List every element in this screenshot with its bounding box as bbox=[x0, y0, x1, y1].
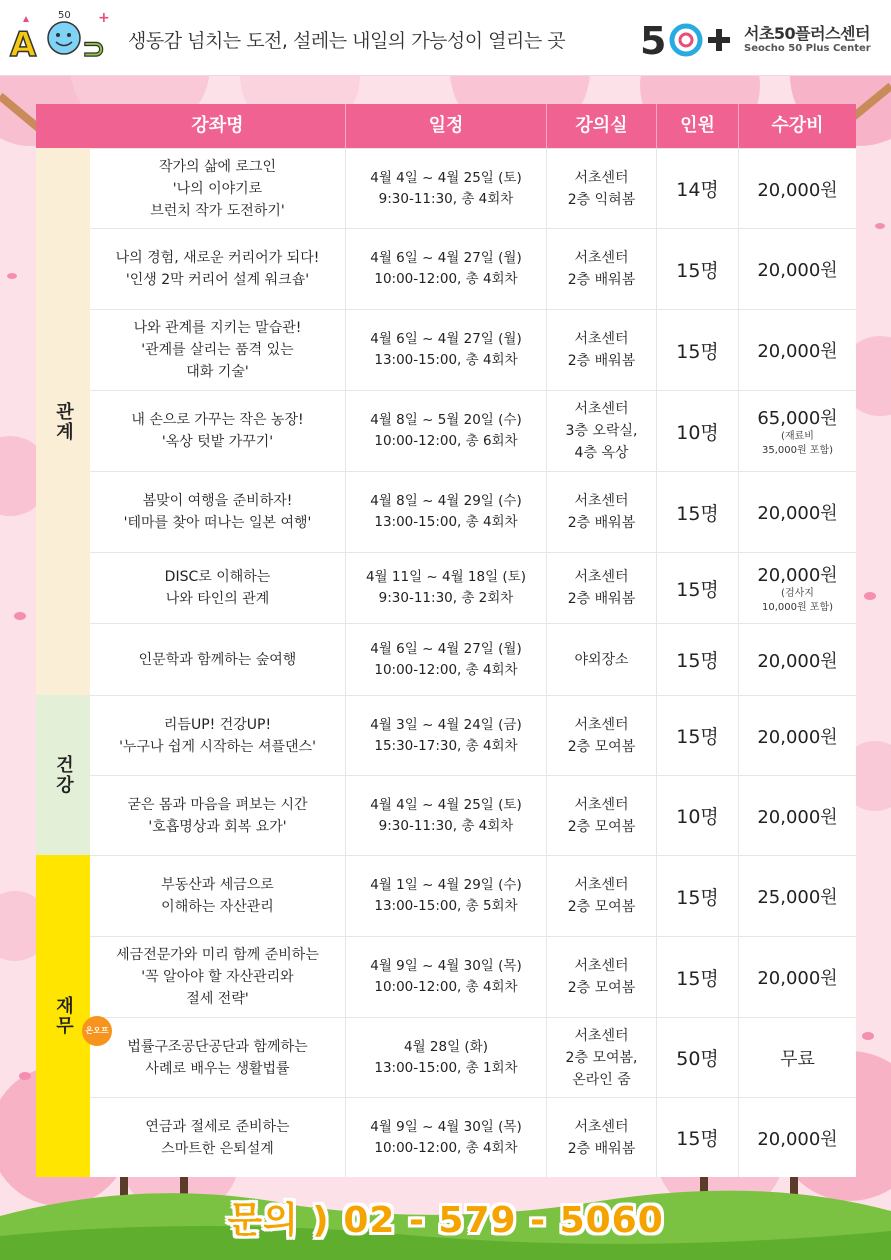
fee-cell bbox=[738, 696, 856, 775]
fee-cell bbox=[738, 553, 856, 623]
classroom-line: 서초센터 bbox=[574, 1027, 629, 1044]
classroom-line: 서초센터 bbox=[574, 331, 629, 347]
fee-cell bbox=[738, 149, 856, 228]
classroom-line: 서초센터 bbox=[574, 958, 629, 974]
fee-cell bbox=[738, 776, 856, 855]
capacity-cell: 15명 bbox=[656, 696, 738, 775]
course-name-line: 법률구조공단공단과 함께하는 bbox=[127, 1038, 308, 1055]
classroom-cell bbox=[546, 937, 656, 1017]
classroom-line: 2층 모여봄 bbox=[567, 818, 636, 835]
fee-amount: 20,000원 bbox=[757, 503, 838, 524]
classroom-line: 2층 모여봄 bbox=[567, 738, 636, 755]
fee-cell bbox=[738, 624, 856, 695]
table-row bbox=[90, 936, 856, 1017]
table-row bbox=[90, 775, 856, 855]
course-name-cell bbox=[90, 856, 345, 936]
capacity-cell: 15명 bbox=[656, 937, 738, 1017]
fee-cell bbox=[738, 229, 856, 309]
capacity-cell: 15명 bbox=[656, 1098, 738, 1177]
course-name-line: '호흡명상과 회복 요가' bbox=[148, 818, 287, 835]
classroom-line: 2층 모여봄 bbox=[567, 980, 636, 996]
course-name-cell bbox=[90, 1018, 345, 1097]
fee-amount: 65,000원 bbox=[757, 408, 838, 429]
schedule-line: 13:00-15:00, 총 4회차 bbox=[374, 514, 518, 530]
schedule-cell bbox=[345, 856, 546, 936]
fee-cell bbox=[738, 472, 856, 552]
course-name-line: 봄맞이 여행을 준비하자! bbox=[142, 493, 293, 509]
header-classroom: 강의실 bbox=[546, 104, 656, 148]
course-name-line: 작가의 삶에 로그인 bbox=[158, 158, 277, 175]
course-table bbox=[36, 104, 856, 1177]
schedule-cell bbox=[345, 1098, 546, 1177]
course-name-line: 대화 기술' bbox=[186, 364, 249, 380]
classroom-line: 서초센터 bbox=[574, 877, 629, 893]
fee-cell bbox=[738, 310, 856, 390]
course-name-cell bbox=[90, 149, 345, 228]
table-row bbox=[90, 471, 856, 552]
center-name: 서초50플러스센터 bbox=[744, 24, 870, 43]
schedule-line: 10:00-12:00, 총 4회차 bbox=[374, 1139, 518, 1156]
schedule-line: 9:30-11:30, 총 4회차 bbox=[378, 190, 514, 207]
contact-phone bbox=[0, 1192, 891, 1243]
category-finance bbox=[36, 855, 90, 1177]
classroom-line: 서초센터 bbox=[574, 796, 629, 813]
fee-amount: 25,000원 bbox=[757, 887, 838, 908]
fee-amount: 20,000원 bbox=[757, 179, 838, 201]
svg-text:⊃: ⊃ bbox=[82, 32, 106, 65]
schedule-cell bbox=[345, 472, 546, 552]
classroom-line: 3층 오락실, bbox=[565, 423, 638, 439]
fee-amount: 20,000원 bbox=[757, 650, 838, 672]
classroom-line: 야외장소 bbox=[574, 651, 629, 668]
fee-note: (검사지 bbox=[781, 588, 814, 599]
classroom-line: 2층 익혀봄 bbox=[567, 191, 636, 208]
classroom-line: 서초센터 bbox=[574, 493, 629, 509]
schedule-line: 4월 11일 ~ 4월 18일 (토) bbox=[365, 569, 527, 585]
course-name-line: 연금과 절세로 준비하는 bbox=[145, 1118, 290, 1135]
classroom-cell bbox=[546, 624, 656, 695]
capacity-cell: 15명 bbox=[656, 856, 738, 936]
schedule-line: 15:30-17:30, 총 4회차 bbox=[374, 737, 518, 754]
header-schedule: 일정 bbox=[345, 104, 546, 148]
fee-amount: 20,000원 bbox=[757, 565, 838, 586]
table-row bbox=[90, 1097, 856, 1177]
course-name-line: '누구나 쉽게 시작하는 셔플댄스' bbox=[119, 738, 316, 755]
fee-amount: 20,000원 bbox=[757, 806, 838, 828]
fee-amount: 무료 bbox=[780, 1048, 815, 1070]
capacity-cell: 50명 bbox=[656, 1018, 738, 1097]
table-row bbox=[90, 148, 856, 228]
table-header bbox=[36, 104, 856, 148]
svg-text:+: + bbox=[98, 10, 110, 26]
capacity-cell: 15명 bbox=[656, 472, 738, 552]
schedule-line: 4월 6일 ~ 4월 27일 (월) bbox=[370, 640, 522, 657]
classroom-line: 서초센터 bbox=[574, 250, 629, 266]
course-name-line: '관계를 살리는 품격 있는 bbox=[141, 342, 294, 358]
fee-cell bbox=[738, 1018, 856, 1097]
fee-cell bbox=[738, 1098, 856, 1177]
course-name-line: 스마트한 은퇴설계 bbox=[161, 1140, 274, 1157]
course-name-line: '인생 2막 커리어 설계 워크숍' bbox=[125, 272, 310, 288]
svg-text:5: 5 bbox=[640, 19, 667, 62]
course-name-cell bbox=[90, 1098, 345, 1177]
svg-text:50: 50 bbox=[58, 10, 71, 21]
classroom-line: 온라인 줌 bbox=[572, 1071, 631, 1088]
schedule-line: 4월 6일 ~ 4월 27일 (월) bbox=[370, 331, 522, 347]
course-name-cell bbox=[90, 553, 345, 623]
course-name-cell bbox=[90, 696, 345, 775]
svg-text:A: A bbox=[10, 25, 37, 65]
fee-amount: 20,000원 bbox=[757, 1128, 838, 1150]
classroom-cell bbox=[546, 472, 656, 552]
schedule-line: 4월 9일 ~ 4월 30일 (목) bbox=[370, 958, 522, 974]
fee-amount: 20,000원 bbox=[757, 260, 838, 281]
classroom-line: 2층 배워봄 bbox=[567, 591, 636, 607]
schedule-line: 10:00-12:00, 총 4회차 bbox=[374, 271, 518, 287]
schedule-line: 4월 9일 ~ 4월 30일 (목) bbox=[370, 1118, 522, 1135]
course-name-cell bbox=[90, 624, 345, 695]
header-tagline: 생동감 넘치는 도전, 설레는 내일의 가능성이 열리는 곳 bbox=[128, 30, 566, 52]
schedule-cell bbox=[345, 937, 546, 1017]
classroom-line: 2층 모여봄, bbox=[565, 1049, 638, 1066]
classroom-cell bbox=[546, 310, 656, 390]
schedule-cell bbox=[345, 310, 546, 390]
schedule-line: 10:00-12:00, 총 6회차 bbox=[374, 433, 518, 449]
category-label: 재무 bbox=[53, 996, 74, 1036]
table-row bbox=[90, 228, 856, 309]
schedule-line: 4월 4일 ~ 4월 25일 (토) bbox=[370, 796, 522, 813]
classroom-line: 서초센터 bbox=[574, 716, 629, 733]
course-name-line: DISC로 이해하는 bbox=[164, 569, 271, 585]
fee-note: 35,000원 포함) bbox=[761, 445, 834, 456]
classroom-line: 2층 배워봄 bbox=[567, 353, 636, 369]
schedule-line: 4월 8일 ~ 4월 29일 (수) bbox=[370, 493, 522, 509]
schedule-line: 9:30-11:30, 총 2회차 bbox=[378, 590, 514, 606]
table-row bbox=[90, 695, 856, 775]
course-name-line: 내 손으로 가꾸는 작은 농장! bbox=[131, 412, 304, 428]
schedule-cell bbox=[345, 149, 546, 228]
course-name-line: '옥상 텃밭 가꾸기' bbox=[161, 434, 274, 450]
center-name-en: Seocho 50 Plus Center bbox=[744, 43, 871, 54]
on-off-badge: 온오프 bbox=[82, 1016, 112, 1046]
course-name-line: 절세 전략' bbox=[186, 991, 249, 1007]
course-name-cell bbox=[90, 229, 345, 309]
header-course-name: 강좌명 bbox=[191, 115, 244, 136]
classroom-line: 서초센터 bbox=[574, 1118, 629, 1135]
50-plus-logo-icon bbox=[640, 16, 736, 62]
table-row bbox=[90, 623, 856, 695]
schedule-line: 4월 8일 ~ 5월 20일 (수) bbox=[370, 412, 522, 428]
classroom-line: 2층 배워봄 bbox=[567, 272, 636, 288]
course-name-line: 인문학과 함께하는 숲여행 bbox=[138, 651, 297, 668]
course-name-line: '나의 이야기로 bbox=[172, 180, 263, 197]
fee-amount: 20,000원 bbox=[757, 341, 838, 362]
category-label: 건강 bbox=[53, 755, 74, 795]
fee-cell bbox=[738, 856, 856, 936]
capacity-cell: 10명 bbox=[656, 776, 738, 855]
course-name-line: 나의 경험, 새로운 커리어가 되다! bbox=[115, 250, 320, 266]
contact-number: 02 - 579 - 5060 bbox=[343, 1200, 664, 1241]
classroom-line: 서초센터 bbox=[574, 401, 629, 417]
seocho-50plus-logo bbox=[640, 16, 880, 62]
classroom-cell bbox=[546, 696, 656, 775]
fee-note: (재료비 bbox=[781, 431, 814, 442]
course-name-line: 부동산과 세금으로 bbox=[161, 877, 274, 893]
course-name-line: 나와 관계를 지키는 말습관! bbox=[133, 320, 302, 336]
schedule-line: 4월 6일 ~ 4월 27일 (월) bbox=[370, 250, 522, 266]
classroom-cell bbox=[546, 229, 656, 309]
classroom-cell bbox=[546, 553, 656, 623]
capacity-cell: 15명 bbox=[656, 310, 738, 390]
contact-label: 문의 ) bbox=[227, 1200, 330, 1241]
course-name-cell bbox=[90, 937, 345, 1017]
schedule-line: 10:00-12:00, 총 4회차 bbox=[374, 979, 518, 995]
schedule-cell bbox=[345, 553, 546, 623]
schedule-cell bbox=[345, 776, 546, 855]
schedule-line: 10:00-12:00, 총 4회차 bbox=[374, 661, 518, 678]
capacity-cell: 15명 bbox=[656, 624, 738, 695]
course-name-cell bbox=[90, 391, 345, 471]
classroom-line: 2층 배워봄 bbox=[567, 1140, 636, 1157]
classroom-cell bbox=[546, 1098, 656, 1177]
table-row bbox=[90, 390, 856, 471]
course-name-line: 세금전문가와 미리 함께 준비하는 bbox=[116, 947, 319, 963]
course-name-line: '꼭 알아야 할 자산관리와 bbox=[141, 969, 294, 985]
schedule-cell bbox=[345, 1018, 546, 1097]
course-name-line: 사례로 배우는 생활법률 bbox=[145, 1060, 290, 1077]
seocho-character-logo-icon bbox=[6, 8, 116, 66]
schedule-line: 4월 3일 ~ 4월 24일 (금) bbox=[370, 716, 522, 733]
fee-note: 10,000원 포함) bbox=[761, 602, 834, 613]
table-row bbox=[90, 1017, 856, 1097]
capacity-cell: 15명 bbox=[656, 553, 738, 623]
classroom-cell bbox=[546, 1018, 656, 1097]
schedule-cell bbox=[345, 696, 546, 775]
table-row bbox=[90, 855, 856, 936]
category-relationship bbox=[36, 148, 90, 695]
capacity-cell: 10명 bbox=[656, 391, 738, 471]
schedule-line: 13:00-15:00, 총 5회차 bbox=[374, 898, 518, 914]
schedule-line: 13:00-15:00, 총 1회차 bbox=[374, 1059, 518, 1076]
table-row bbox=[90, 552, 856, 623]
schedule-cell bbox=[345, 391, 546, 471]
top-banner bbox=[0, 0, 891, 76]
header-fee: 수강비 bbox=[738, 104, 856, 148]
table-row bbox=[90, 309, 856, 390]
classroom-cell bbox=[546, 776, 656, 855]
course-name-line: 리듬UP! 건강UP! bbox=[163, 716, 272, 733]
course-name-cell bbox=[90, 472, 345, 552]
course-name-cell bbox=[90, 776, 345, 855]
classroom-line: 4층 옥상 bbox=[574, 445, 629, 461]
classroom-line: 2층 모여봄 bbox=[567, 899, 636, 915]
schedule-line: 4월 4일 ~ 4월 25일 (토) bbox=[370, 169, 522, 186]
classroom-cell bbox=[546, 856, 656, 936]
capacity-cell: 14명 bbox=[656, 149, 738, 228]
fee-amount: 20,000원 bbox=[757, 968, 838, 989]
fee-cell bbox=[738, 391, 856, 471]
classroom-line: 서초센터 bbox=[574, 169, 629, 186]
schedule-line: 13:00-15:00, 총 4회차 bbox=[374, 352, 518, 368]
schedule-line: 4월 28일 (화) bbox=[403, 1038, 488, 1055]
header-capacity: 인원 bbox=[656, 104, 738, 148]
course-name-line: 브런치 작가 도전하기' bbox=[150, 202, 285, 219]
classroom-line: 2층 배워봄 bbox=[567, 515, 636, 531]
capacity-cell: 15명 bbox=[656, 229, 738, 309]
course-name-cell bbox=[90, 310, 345, 390]
course-name-line: 굳은 몸과 마음을 펴보는 시간 bbox=[127, 796, 308, 813]
schedule-line: 9:30-11:30, 총 4회차 bbox=[378, 817, 514, 834]
fee-cell bbox=[738, 937, 856, 1017]
schedule-cell bbox=[345, 229, 546, 309]
classroom-cell bbox=[546, 149, 656, 228]
course-name-line: 나와 타인의 관계 bbox=[165, 591, 270, 607]
fee-amount: 20,000원 bbox=[757, 726, 838, 748]
schedule-cell bbox=[345, 624, 546, 695]
category-label: 관계 bbox=[53, 401, 74, 442]
schedule-line: 4월 1일 ~ 4월 29일 (수) bbox=[370, 877, 522, 893]
category-health bbox=[36, 695, 90, 855]
course-name-line: '테마를 찾아 떠나는 일본 여행' bbox=[123, 515, 312, 531]
classroom-line: 서초센터 bbox=[574, 569, 629, 585]
classroom-cell bbox=[546, 391, 656, 471]
course-name-line: 이해하는 자산관리 bbox=[161, 899, 274, 915]
